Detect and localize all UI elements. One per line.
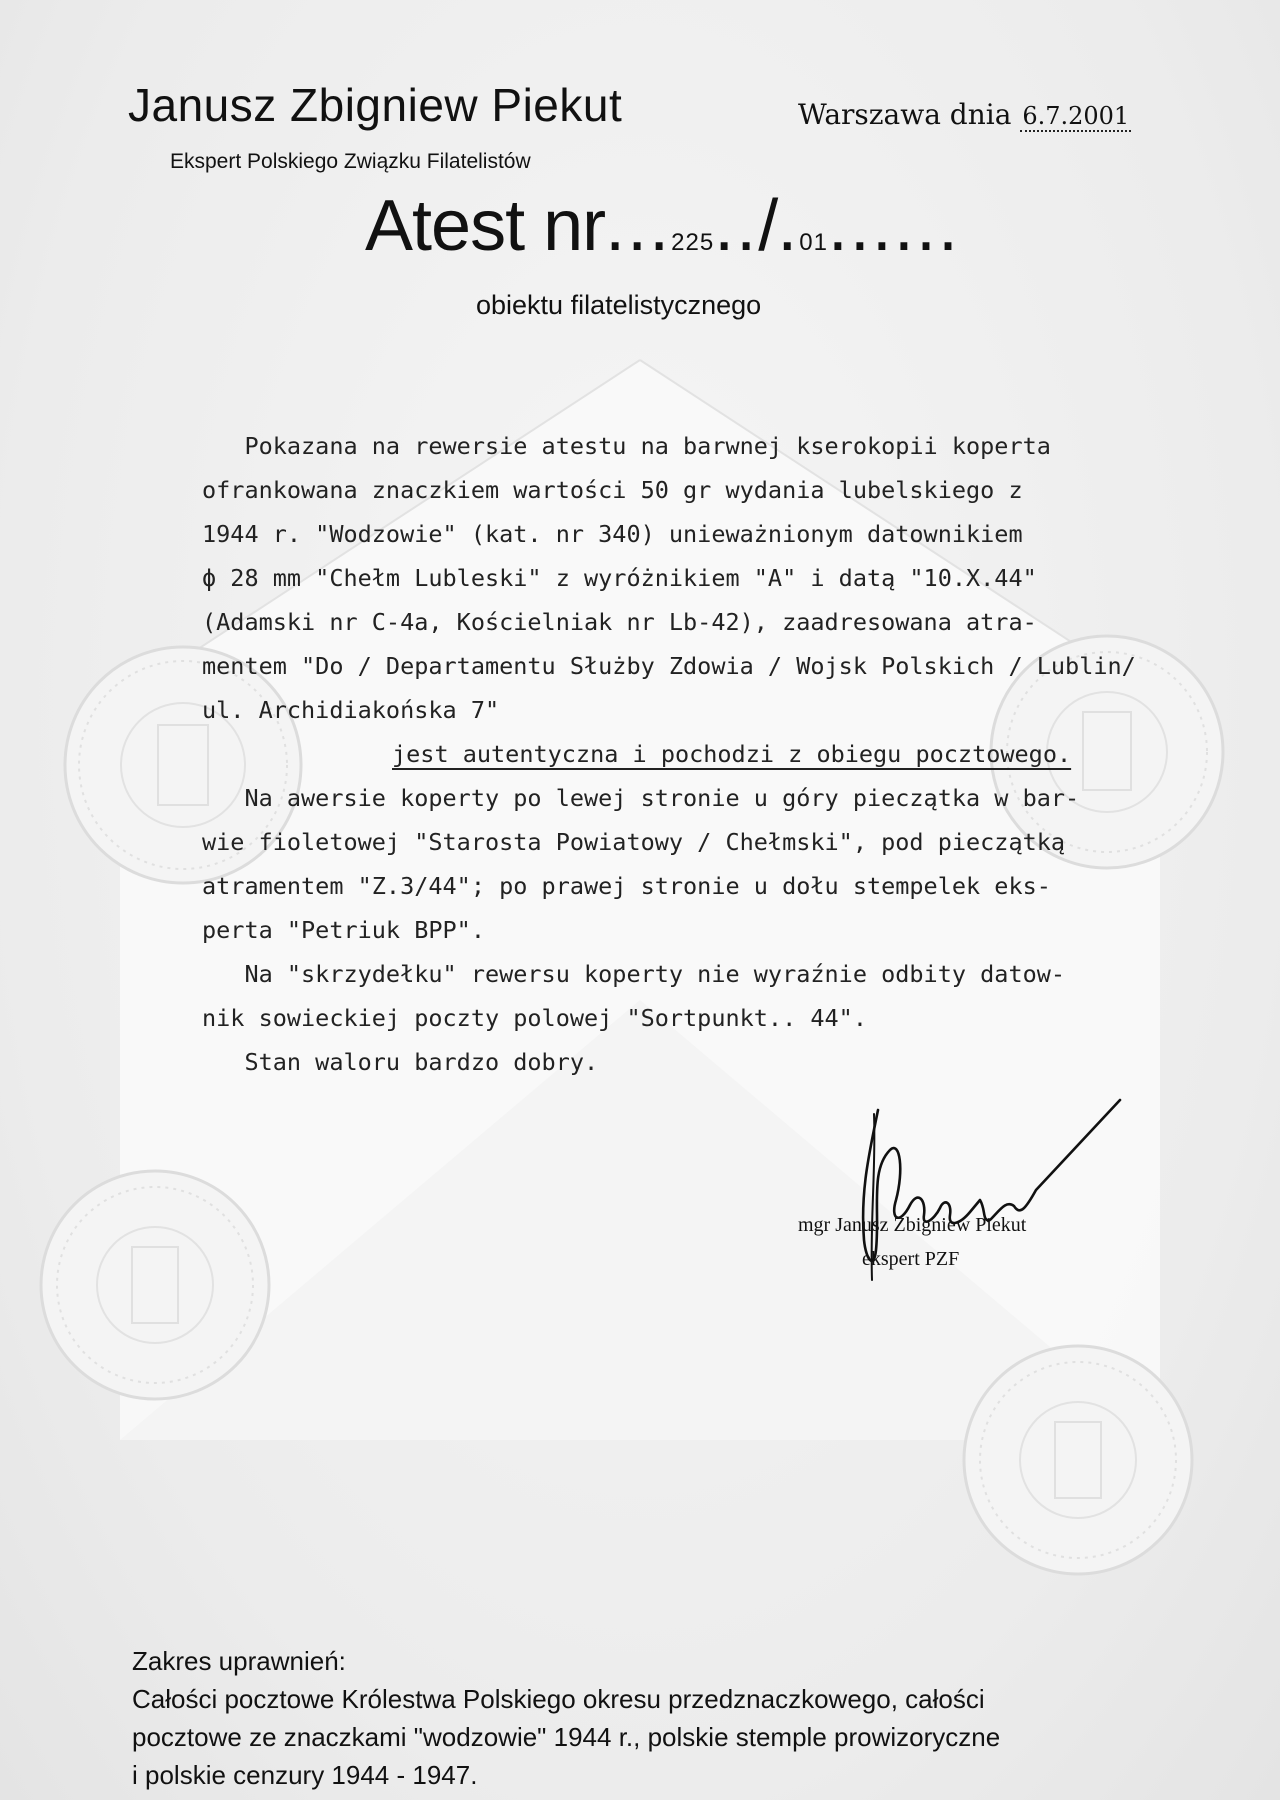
scope-heading: Zakres uprawnień: (132, 1646, 346, 1676)
certificate-subtitle: obiektu filatelistycznego (476, 290, 762, 320)
body-line: perta "Petriuk BPP". (202, 916, 485, 944)
certificate-year: 01 (799, 229, 828, 256)
body-line: mentem "Do / Departamentu Służby Zdowia / Wojsk Polskich / Lublin/ (202, 652, 1136, 680)
embossed-seal-right-bottom (958, 1340, 1198, 1580)
body-line: wie fioletowej "Starosta Powiatowy / Chełmski", pod pieczątką (202, 828, 1066, 856)
embossed-seal-left-bottom (35, 1165, 275, 1405)
certificate-number: 225 (671, 229, 715, 256)
scope-line: Całości pocztowe Królestwa Polskiego okresu przedznaczkowego, całości (132, 1684, 985, 1714)
conclusion-line: jest autentyczna i pochodzi z obiegu pocztowego. (392, 740, 1072, 768)
body-line: (Adamski nr C-4a, Kościelniak nr Lb-42), zaadresowana atra- (202, 608, 1037, 636)
body-line: Na "skrzydełku" rewersu koperty nie wyraźnie odbity datow- (202, 960, 1066, 988)
expert-title: Ekspert Polskiego Związku Filatelistów (170, 150, 531, 173)
title-prefix: Atest nr (365, 186, 606, 266)
body-line: atramentem "Z.3/44"; po prawej stronie u dołu stempelek eks- (202, 872, 1051, 900)
body-line: nik sowieckiej poczty polowej "Sortpunkt.. 44". (202, 1004, 867, 1032)
signatory-role: ekspert PZF (862, 1248, 960, 1270)
competence-scope (132, 1642, 1132, 1794)
body-line: Pokazana na rewersie atestu na barwnej kserokopii koperta (202, 432, 1051, 460)
place-label: Warszawa dnia (798, 98, 1012, 131)
body-line: ul. Archidiakońska 7" (202, 696, 500, 724)
body-line: Na awersie koperty po lewej stronie u góry pieczątka w bar- (202, 784, 1080, 812)
issue-date: 6.7.2001 (1022, 102, 1130, 130)
closing-line: Stan waloru bardzo dobry. (202, 1048, 599, 1076)
body-line: ϕ 28 mm "Chełm Lubleski" z wyróżnikiem "A" i datą "10.X.44" (202, 564, 1037, 592)
signatory-name: mgr Janusz Zbigniew Piekut (798, 1214, 1027, 1236)
place-and-date (798, 98, 1131, 131)
certificate-title: Atest nr...225../.01...... (365, 186, 960, 266)
body-line: ofrankowana znaczkiem wartości 50 gr wydania lubelskiego z (202, 476, 1023, 504)
certificate-body (202, 424, 1162, 1084)
body-line: 1944 r. "Wodzowie" (kat. nr 340) unieważnionym datownikiem (202, 520, 1023, 548)
scope-line: i polskie cenzury 1944 - 1947. (132, 1760, 478, 1790)
scope-line: pocztowe ze znaczkami "wodzowie" 1944 r., polskie stemple prowizoryczne (132, 1722, 1001, 1752)
expert-name: Janusz Zbigniew Piekut (128, 79, 623, 131)
